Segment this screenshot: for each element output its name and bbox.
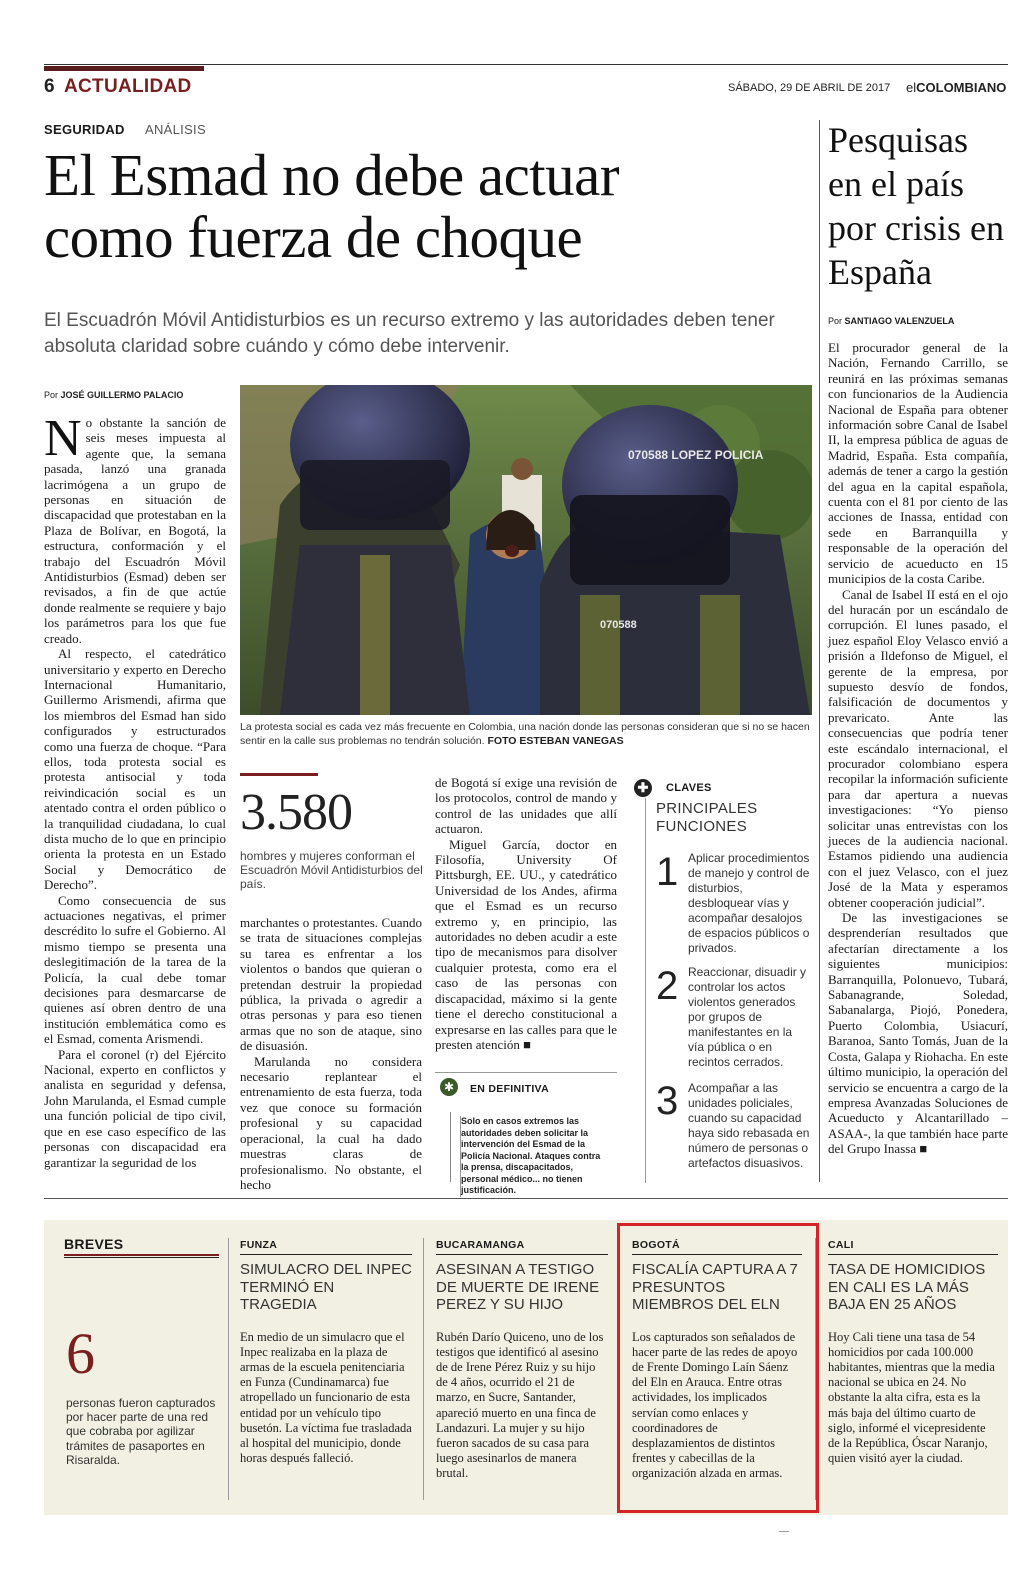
stat-number: 3.580 [240,784,352,841]
paragraph: De las investigaciones se desprenderían resultados que afectarían directamente a los siguientes municipios: Barranquilla, Polonuevo, Tubará, Sabanagrande, Soledad, Sabanalarga, Piojó, Ponedera, Puerto Colombia, Usiacurí, Baranoa, Santo Tomás, Juan de la Costa, Galapa y Riohacha. En este último municipio, la operación del servicio se encuentra a cargo de la empresa Avanzadas Soluciones de Acueducto y Alcantarillado – ASAA-, la que también hace parte del Grupo Inassa ■ [828,910,1008,1157]
claves-line [645,798,646,1183]
photo-caption [240,720,812,748]
brief-location: FUNZA [240,1239,412,1255]
side-byline [828,316,954,326]
claves-title: PRINCIPALES FUNCIONES [656,800,758,835]
brand-prefix: el [906,80,917,95]
brief-body: Los capturados son señalados de hacer parte de las redes de apoyo de Frente Domingo Laín Sáenz del Eln en Arauca. Entre otras actividades, los implicados servían como enlaces y coordinadores de desplazamientos de distintos frentes y cabecillas de la organización alzada en armas. [632,1329,798,1481]
brief-body: Rubén Darío Quiceno, uno de los testigos que identificó al asesino de de Irene Pérez Ruiz y su hijo de 4 años, ocurrido el 21 de marzo, en Sucre, Santander, apareció muerto en una finca de Landazuri. La mujer y su hijo fueron sacados de su casa para luego asesinarlos de manera brutal. [436,1329,604,1481]
article-column-3 [435,775,617,1052]
clave-number: 2 [656,964,679,1008]
vest-number: 070588 [600,619,637,631]
brief-title: FISCALÍA CAPTURA A 7 PRESUNTOS MIEMBROS DEL ELN [632,1261,798,1313]
paragraph: Miguel García, doctor en Filosofía, University Of Pittsburgh, EE. UU., y catedrático Universidad de los Andes, afirma que el Esmad es un recurso extremo y, en principio, las autoridades no deben acudir a este tipo de mecanismos para disolver cualquier protesta, como era el caso de las personas con discapacidad, máximo si la gente tiene el derecho constitucional a expresarse en las calles para que le presten atención ■ [435,836,617,1052]
byline-prefix: Por [828,316,843,326]
bottom-rule [44,1198,1008,1199]
brief-item [240,1239,412,1466]
paragraph-text: o obstante la sanción de seis meses impuesta al agente que, la semana pasada, lanzó una granada lacrimógena a un grupo de personas en situación de discapacidad que protestaban en la Plaza de Bolívar, en Bogotá, la estructura, conformación y el trabajo del Escuadrón Móvil Antidisturbios (Esmad) deben ser revisados, a fin de que actúe donde realmente se requiere y bajo los parámetros para los que fue creado. [44,415,226,646]
en-definitiva-icon: ✱ [440,1078,458,1096]
breves-underline [64,1254,219,1256]
claves-label: CLAVES [666,782,712,794]
paragraph: de Bogotá sí exige una revisión de los protocolos, control de mando y control de las unidades que allí actuaron. [435,775,617,837]
en-definitiva-title: EN DEFINITIVA [470,1083,549,1095]
brief-title: TASA DE HOMICIDIOS EN CALI ES LA MÁS BAJA EN 25 AÑOS [828,1261,986,1313]
dropcap: N [44,410,82,467]
column-separator [228,1238,229,1500]
byline-name: JOSÉ GUILLERMO PALACIO [60,390,184,400]
paragraph: Para el coronel (r) del Ejército Nacional, experto en conflictos y analista en seguridad y defensa, John Marulanda, el Esmad cumple una función policial de tipo civil, que en ese caso específico de las personas con discapacidad era garantizar la seguridad de los [44,1046,226,1170]
paragraph: Canal de Isabel II está en el ojo del huracán por un escándalo de corrupción. El lunes pasado, el juez español Eloy Velasco envió a prisión a Ildefonso de Miguel, el gerente de la empresa, por supuesto desvío de fondos, falsificación de documentos y prevaricato. Ante las consecuencias que podría tener este escándalo internacional, el procurador colombiano espera recopilar la información suficiente para dar apertura a nuevas investigaciones: “Yo pienso solicitar unas entrevistas con los jueces de la audiencia nacional. Estamos pidiendo una audiencia con el juez Velasco, con el juez José de la Mata y esperamos obtener cooperación judicial”. [828,586,1008,910]
top-rule [44,64,1008,65]
side-article-title: Pesquisas en el país por crisis en España [828,120,1004,292]
clave-text: Aplicar procedimientos de manejo y control de disturbios, desbloquear vías y acompañar desalojos de espacios públicos o privados. [688,851,810,955]
article-photo [240,385,812,715]
helmet-text: 070588 LOPEZ POLICIA [628,448,764,462]
deck: El Escuadrón Móvil Antidisturbios es un recurso extremo y las autoridades deben tener absoluta claridad sobre cuándo y cómo debe intervenir. [44,310,775,357]
brand-name: COLOMBIANO [916,80,1007,95]
paragraph: Al respecto, el catedrático universitario y experto en Derecho Internacional Humanitario, Guillermo Arismendi, afirma que los miembros del Esmad han sido configurados y estructurados como una fuerza de choque. “Para ellos, toda protesta social es protesta antisocial y toda reivindicación social es un atentado contra el orden público o la tranquilidad ciudadana, lo cual dista mucho de lo que en principio orienta la protesta en un Estado Social y Democrático de Derecho”. [44,646,226,893]
highlight-box [617,1223,819,1513]
clave-number: 3 [656,1079,679,1123]
section-name: ACTUALIDAD [64,76,192,97]
side-article-body [828,340,1008,1157]
brief-item [436,1239,608,1482]
clave-text: Reaccionar, disuadir y controlar los actos violentos generados por grupos de manifestantes en la vía pública o en recintos cerrados. [688,965,807,1069]
kicker-type: ANÁLISIS [145,122,206,137]
brief-title: ASESINAN A TESTIGO DE MUERTE DE IRENE PEREZ Y SU HIJO [436,1261,600,1313]
headline [44,144,804,268]
page-number: 6 [44,76,55,97]
headline-line-1: El Esmad no debe actuar [44,142,619,208]
paragraph: El procurador general de la Nación, Fernando Carrillo, se reunirá en las próximas semanas con funcionarios de la Audiencia Nacional de España para obtener información sobre Canal de Isabel II, la empresa pública de aguas de Madrid, España. Esta compañía, además de tener a cargo la gestión del agua en la capital española, cuenta con el 81 por ciento de las acciones de Inassa, entidad con sede en Barranquilla y responsable de la operación del servicio de acueducto en 15 municipios de la costa Caribe. [828,340,1008,587]
byline [44,390,183,400]
paragraph: Como consecuencia de sus actuaciones negativas, el primer descrédito lo sufre el Gobierno. Al mismo tiempo se presenta una deslegitimación de la tarea de la Policía, la cual debe tomar decisiones para desmarcarse de quienes así obren dentro de una institución emblemática como es el Esmad, comenta Arismendi. [44,892,226,1047]
breves-big-text: personas fueron capturados por hacer parte de una red que cobraba por agilizar trámites de pasaportes en Risaralda. [66,1396,216,1467]
clave-text: Acompañar a las unidades policiales, cuando su capacidad haya sido rebasada en número de personas o artefactos disuasivos. [688,1081,810,1170]
en-definitiva-text: Solo en casos extremos las autoridades deben solicitar la intervención del Esmad de la Policía Nacional. Ataques contra la prensa, discapacitados, personal médico... no tienen justificación. [460,1116,610,1197]
en-definitiva-bar [450,1112,451,1182]
newspaper-brand [906,80,1006,95]
date-line: SÁBADO, 29 DE ABRIL DE 2017 [728,82,891,94]
caption-text: La protesta social es cada vez más frecuente en Colombia, una nación donde las personas consideran que si no se hacen sentir en la calle sus problemas no tendrán solución. [240,721,810,747]
kicker-topic: SEGURIDAD [44,122,125,137]
paragraph: Marulanda no considera necesario replantear el entrenamiento de esta fuerza, toda vez que conoce su formación profesional y su capacidad operacional, la cual ha dado muestras claras de profesionalismo. No obstante, el hecho [240,1053,422,1192]
byline-prefix: Por [44,390,59,400]
photo-illustration [240,385,812,715]
breves-big-number: 6 [66,1321,95,1386]
breves-rule [64,1257,219,1258]
paragraph [44,410,226,646]
article-column-1 [44,410,226,1170]
section-bar [44,66,204,71]
brief-location: BUCARAMANGA [436,1239,608,1255]
stat-rule [240,773,318,776]
footer-mark [779,1531,789,1532]
photo-credit: FOTO ESTEBAN VANEGAS [487,735,624,747]
brief-item [828,1239,998,1466]
stat-text: hombres y mujeres conforman el Escuadrón Móvil Antidisturbios del país. [240,849,423,891]
brief-body: Hoy Cali tiene una tasa de 54 homicidios por cada 100.000 habitantes, mientras que la media nacional se ubica en 24. No obstante la alta cifra, esta es la más baja del último cuarto de siglo, informé el vicepresidente de la República, Óscar Naranjo, quien visitó ayer la ciudad. [828,1329,995,1466]
clave-number: 1 [656,850,679,894]
claves-icon: ✚ [634,779,652,797]
brief-body: En medio de un simulacro que el Inpec realizaba en la plaza de armas de la escuela penitenciaria en Funza (Cundinamarca) fue atropellado un funcionario de esta entidad por un vehículo tipo busetón. La víctima fue trasladada al hospital del municipio, donde horas después falleció. [240,1329,412,1466]
breves-label: BREVES [64,1236,124,1252]
brief-title: SIMULACRO DEL INPEC TERMINÓ EN TRAGEDIA [240,1261,412,1313]
byline-name: SANTIAGO VALENZUELA [844,316,955,326]
brief-location: CALI [828,1239,998,1255]
column-divider [819,120,820,1182]
article-column-2 [240,915,422,1192]
paragraph: marchantes o protestantes. Cuando se trata de situaciones complejas su tarea es enfrentar a los violentos o bandos que quieran o pretendan destruir la propiedad pública, la privada o agredir a otras personas y para eso tienen armas que no son de ataque, sino de disuasión. [240,915,422,1054]
column-separator [423,1238,424,1500]
headline-line-2: como fuerza de choque [44,204,583,270]
brief-location: BOGOTÁ [632,1239,802,1255]
